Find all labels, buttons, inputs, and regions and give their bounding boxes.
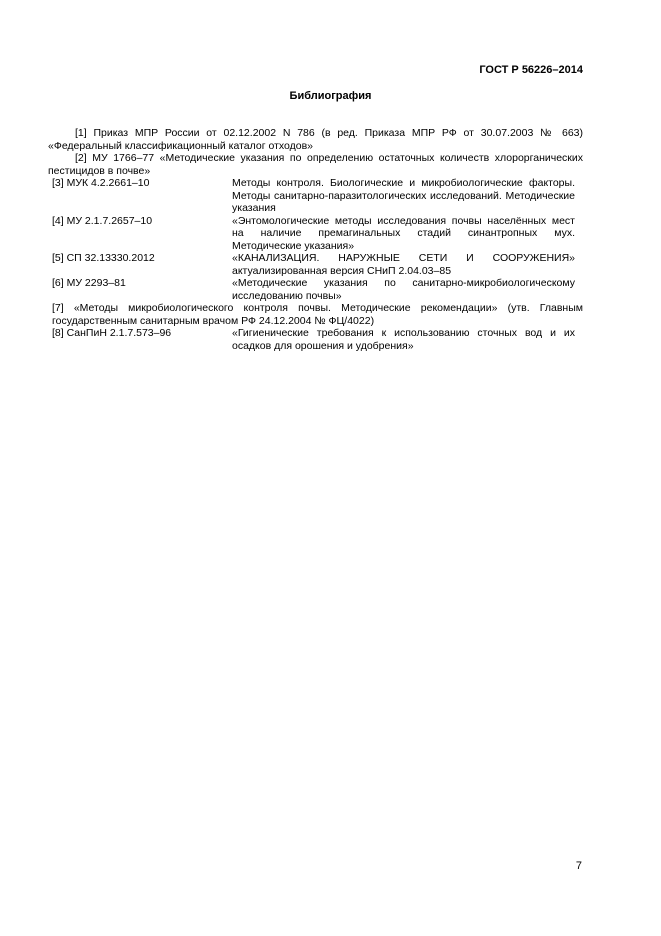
entry-code: [6] МУ 2293–81: [52, 277, 126, 289]
bibliography-entry-4: [48, 215, 583, 253]
entry-code: [5] СП 32.13330.2012: [52, 252, 155, 264]
entry-title: «Методические указания по санитарно-микробиологическому исследованию почвы»: [232, 277, 575, 302]
bibliography-list: [48, 127, 583, 352]
section-title: Библиография: [289, 90, 372, 102]
bibliography-entry-6: [48, 277, 583, 302]
page-number: 7: [575, 860, 582, 872]
bibliography-entry-3: [48, 177, 583, 215]
bibliography-entry-1: [1] Приказ МПР России от 02.12.2002 N 786 (в ред. Приказа МПР РФ от 30.07.2003 № 663) «Федеральный классификационный каталог отходов»: [48, 127, 583, 152]
bibliography-entry-5: [48, 252, 583, 277]
entry-title: «Энтомологические методы исследования почвы населённых мест на наличие премагинальных стадий синантропных мух. Методические указания»: [232, 214, 575, 252]
bibliography-entry-8: [48, 327, 583, 352]
entry-title: Методы контроля. Биологические и микробиологические факторы. Методы санитарно-паразитологических исследований. Методические указания: [232, 177, 575, 214]
document-code: ГОСТ Р 56226–2014: [479, 64, 583, 76]
entry-code: [3] МУК 4.2.2661–10: [52, 177, 150, 189]
entry-code: [4] МУ 2.1.7.2657–10: [52, 214, 153, 227]
bibliography-entry-7: [7] «Методы микробиологического контроля почвы. Методические рекомендации» (утв. Главным государственным санитарным врачом РФ 24.12.2004 № ФЦ/4022): [52, 302, 583, 327]
entry-title: «Гигиенические требования к использованию сточных вод и их осадков для орошения и удобрения»: [232, 327, 575, 352]
bibliography-entry-2: [2] МУ 1766–77 «Методические указания по определению остаточных количеств хлорорганических пестицидов в почве»: [48, 152, 583, 177]
entry-title: «КАНАЛИЗАЦИЯ. НАРУЖНЫЕ СЕТИ И СООРУЖЕНИЯ» актуализированная версия СНиП 2.04.03–85: [232, 252, 575, 277]
entry-code: [8] СанПиН 2.1.7.573–96: [52, 327, 172, 339]
